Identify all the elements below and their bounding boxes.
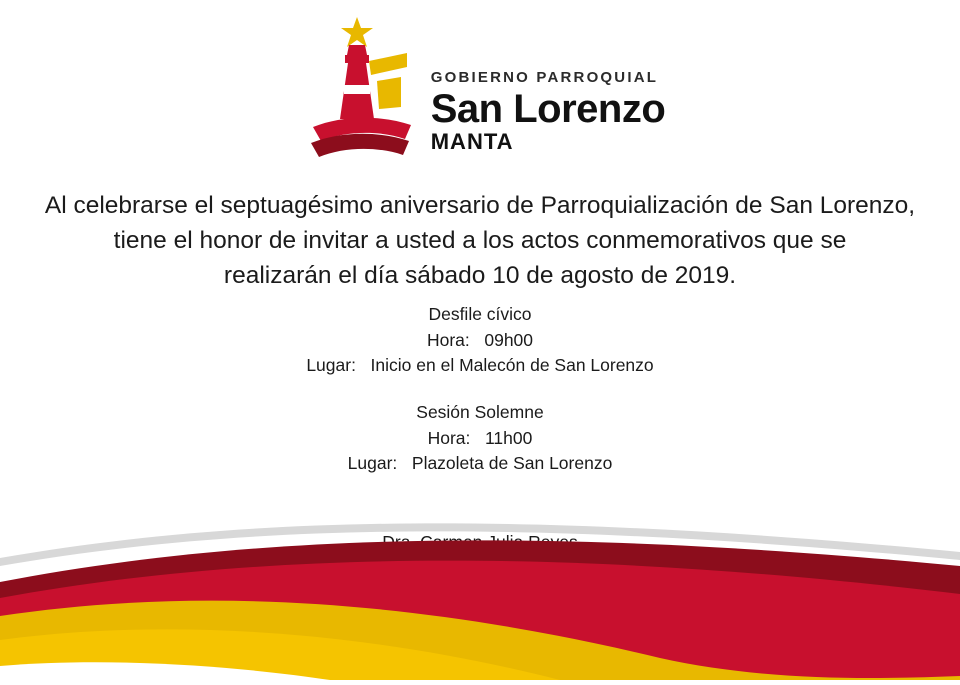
event-place-label: Lugar: <box>306 355 356 375</box>
event-place-value: Inicio en el Malecón de San Lorenzo <box>370 355 654 375</box>
event-time-value: 09h00 <box>484 330 534 350</box>
logo-top-line: GOBIERNO PARROQUIAL <box>430 69 659 86</box>
event-item <box>0 302 960 378</box>
headline-line-1: Al celebrarse el septuagésimo aniversario de Parroquialización de San Lorenzo, <box>44 192 916 219</box>
event-item <box>0 400 960 476</box>
decorative-waves <box>0 490 960 680</box>
event-title: Sesión Solemne <box>416 402 544 422</box>
logo-area <box>0 10 960 170</box>
event-time-value: 11h00 <box>485 428 533 448</box>
event-place-value: Plazoleta de San Lorenzo <box>411 453 613 473</box>
event-time <box>0 328 960 353</box>
event-place-label: Lugar: <box>347 453 398 473</box>
logo <box>295 15 666 165</box>
logo-main-line: San Lorenzo <box>430 87 666 131</box>
headline <box>0 188 960 293</box>
event-place <box>0 451 960 476</box>
lighthouse-icon <box>295 15 425 165</box>
event-time-label: Hora: <box>427 428 471 448</box>
events-list <box>0 302 960 498</box>
event-place <box>0 353 960 378</box>
logo-wordmark <box>431 70 666 165</box>
event-title: Desfile cívico <box>428 304 532 324</box>
headline-line-3: realizarán el día sábado 10 de agosto de 2019. <box>223 262 737 289</box>
logo-sub-line: MANTA <box>430 129 514 154</box>
headline-line-2: tiene el honor de invitar a usted a los actos conmemorativos que se <box>113 227 847 254</box>
event-time-label: Hora: <box>426 330 470 350</box>
event-time <box>0 426 960 451</box>
